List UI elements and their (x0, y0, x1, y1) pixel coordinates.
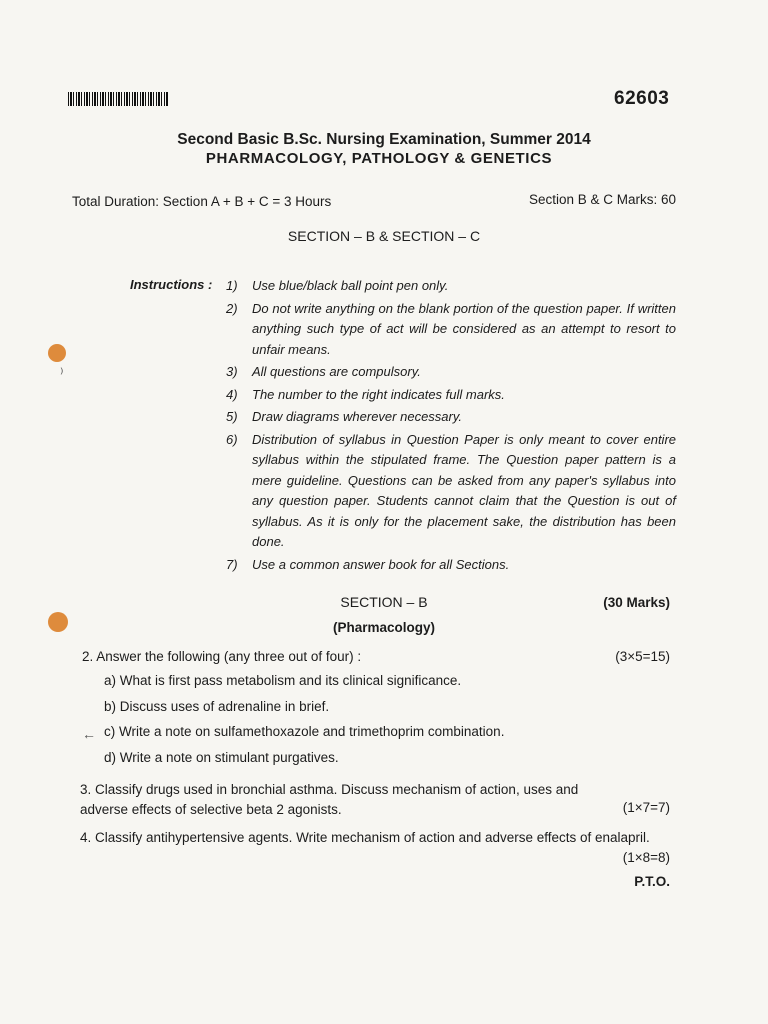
total-duration: Total Duration: Section A + B + C = 3 Hours (72, 194, 332, 209)
exam-title: Second Basic B.Sc. Nursing Examination, Summer 2014 (177, 131, 591, 148)
instruction-item: 5) Draw diagrams wherever necessary. (226, 409, 462, 424)
stain-mark (48, 612, 68, 632)
instruction-item: 6) Distribution of syllabus in Question Paper is only meant to cover entire syllabus within the stipulated frame. The Question paper pattern is a mere guideline. Questions can be asked from any paper's syllabus into any question paper. Students cannot claim that the Question is out of syllabus. As it is only for the placement sake, the distribution has been done. (226, 431, 676, 549)
section-marks: Section B & C Marks: 60 (528, 192, 676, 207)
question-3: 3. Classify drugs used in bronchial asthma. Discuss mechanism of action, uses and adverse effects of selective beta 2 agonists. (80, 782, 579, 817)
question-2-marks: (3×5=15) (615, 649, 670, 664)
instruction-item: 7) Use a common answer book for all Sections. (226, 556, 510, 572)
pen-mark: ← (82, 726, 96, 742)
instruction-item: 1) Use blue/black ball point pen only. (226, 278, 449, 293)
question-2: 2. Answer the following (any three out of four) : (82, 649, 362, 664)
question-2-part-b: b) Discuss uses of adrenaline in brief. (104, 699, 330, 714)
instructions-list (226, 276, 676, 577)
instruction-item: 2) Do not write anything on the blank portion of the question paper. If written anything such type of act will be considered as an attempt to resort to unfair means. (226, 300, 676, 357)
question-2-part-c: c) Write a note on sulfamethoxazole and trimethoprim combination. (104, 724, 505, 739)
question-3-marks: (1×7=7) (622, 800, 670, 815)
stain-mark (48, 344, 66, 362)
question-4: 4. Classify antihypertensive agents. Write mechanism of action and adverse effects of enalapril. (80, 830, 650, 845)
pen-mark: ⁾ (60, 365, 64, 381)
pto-label: P.T.O. (634, 874, 670, 889)
instructions-label: Instructions : (130, 277, 213, 292)
question-2-part-a: a) What is first pass metabolism and its clinical significance. (104, 673, 462, 688)
subject-title: (Pharmacology) (332, 620, 436, 635)
instruction-item: 4) The number to the right indicates full marks. (226, 386, 505, 402)
question-2-part-d: d) Write a note on stimulant purgatives. (104, 750, 339, 765)
exam-subtitle: PHARMACOLOGY, PATHOLOGY & GENETICS (205, 150, 553, 167)
section-b-title: SECTION – B (340, 594, 428, 610)
barcode (68, 92, 168, 106)
paper-code: 62603 (614, 88, 670, 109)
sections-heading: SECTION – B & SECTION – C (287, 228, 481, 244)
question-4-marks: (1×8=8) (622, 850, 670, 865)
instruction-item: 3) All questions are compulsory. (226, 364, 421, 379)
section-b-marks: (30 Marks) (603, 595, 670, 610)
